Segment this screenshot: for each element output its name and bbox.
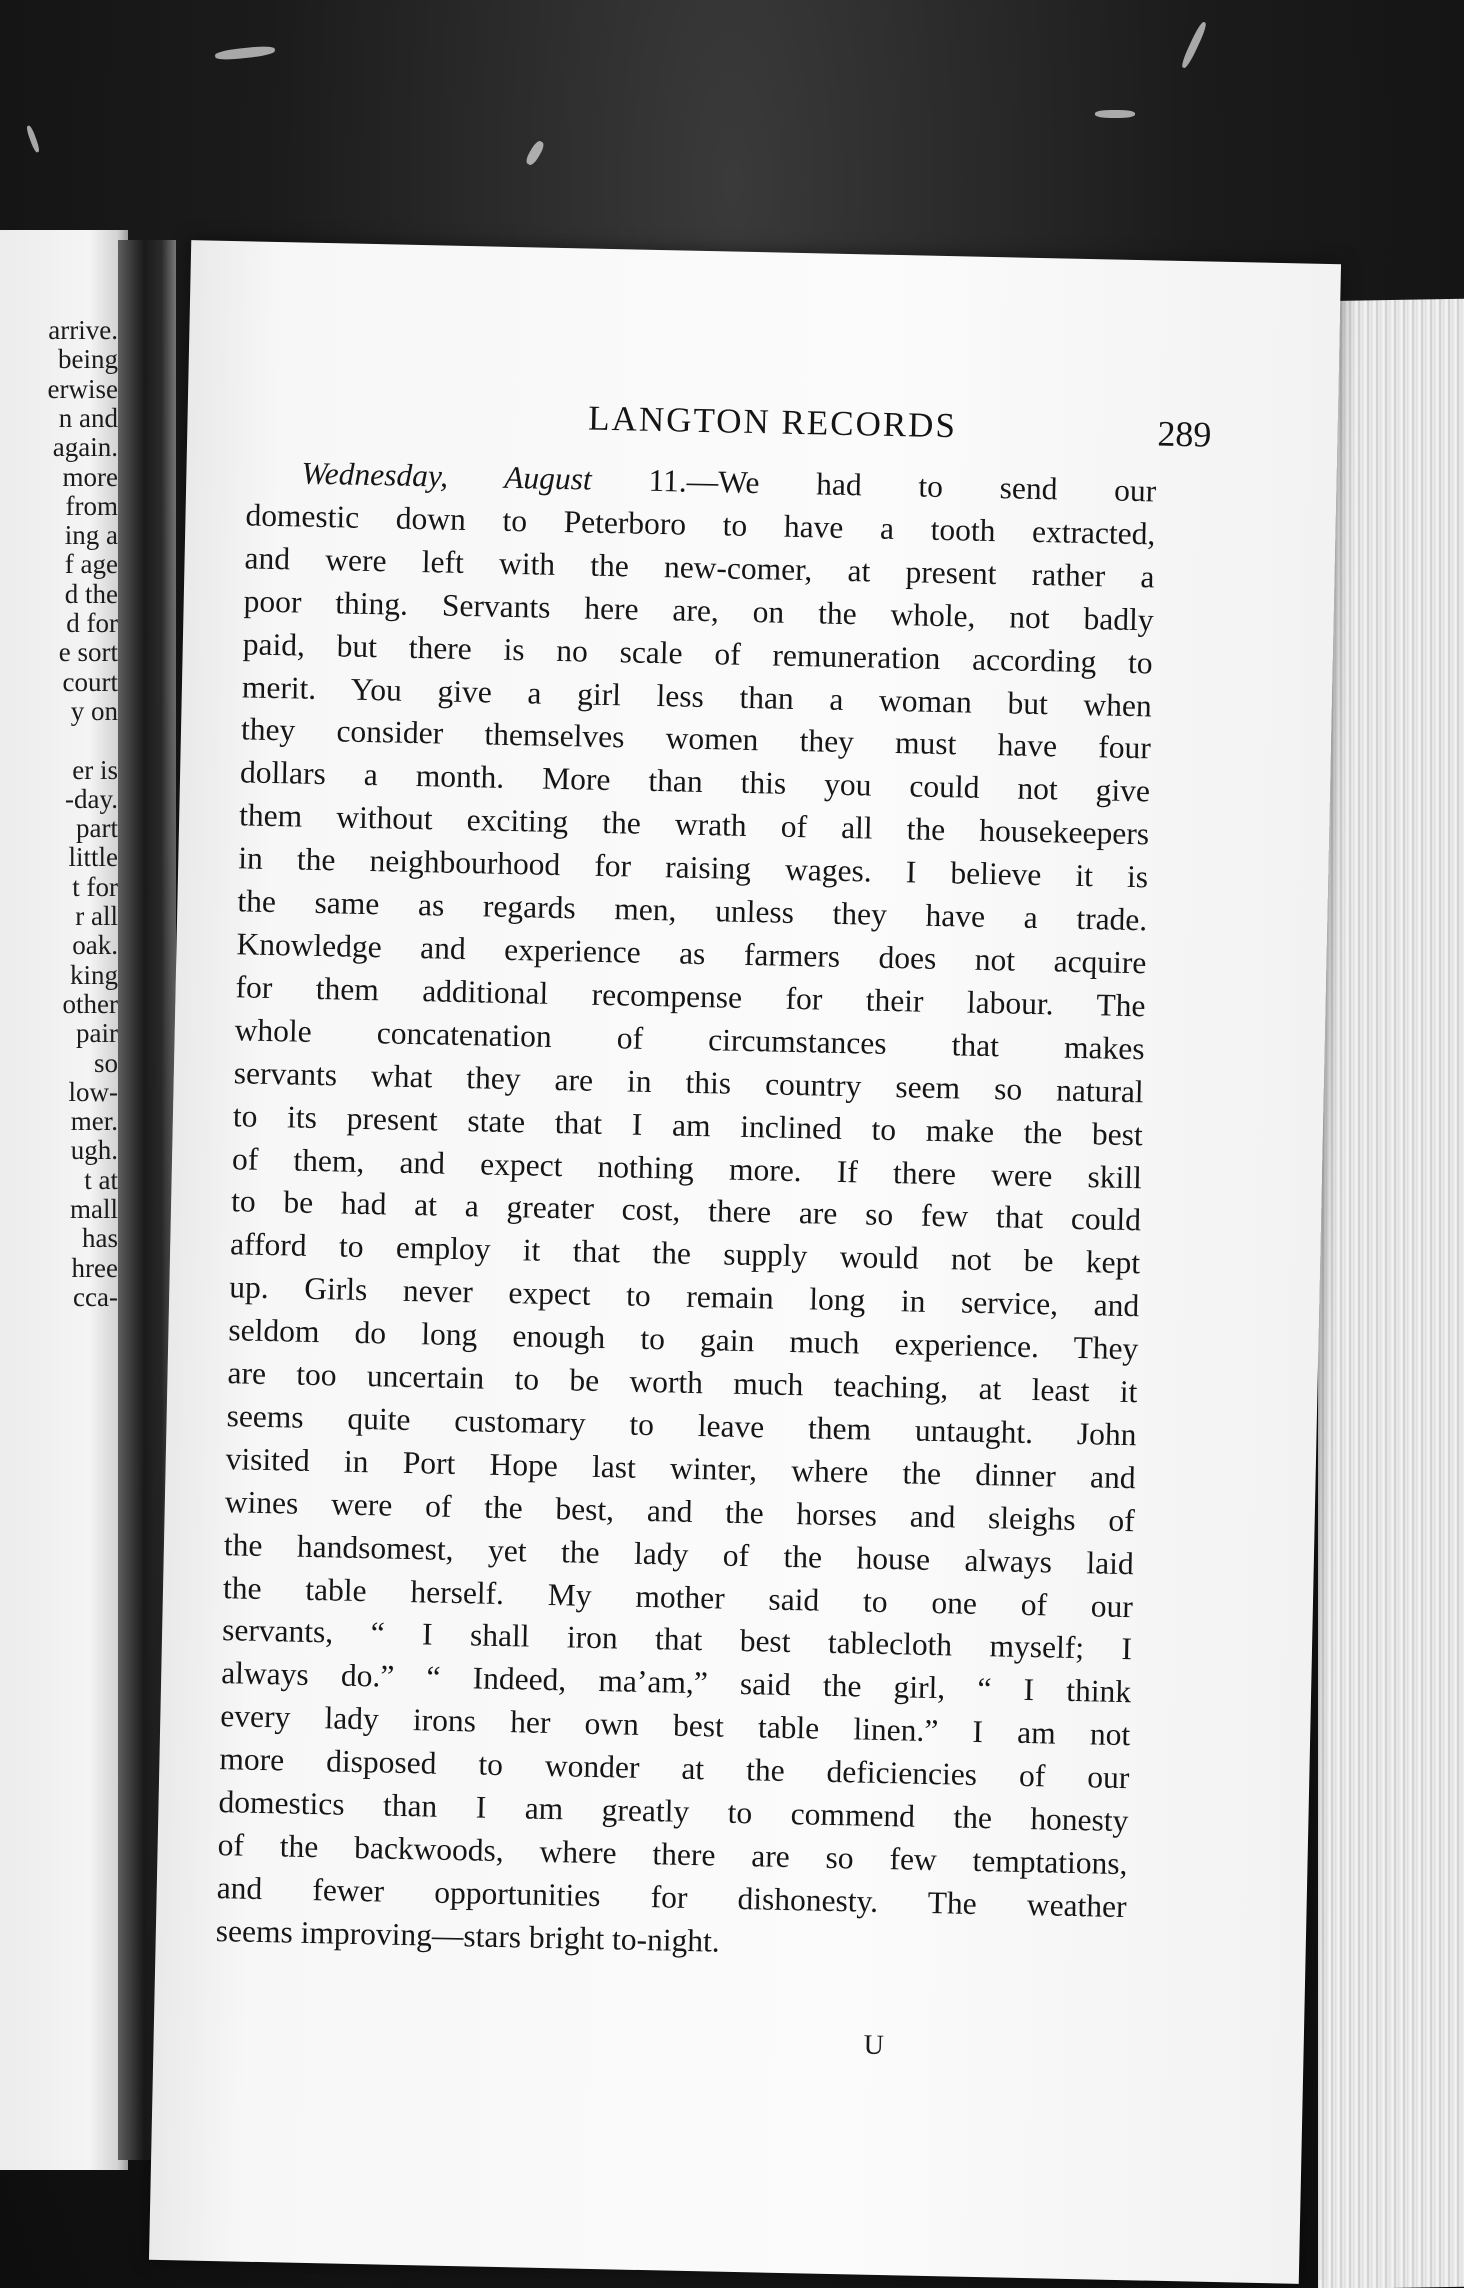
left-page-line-fragment: t at [84, 1164, 118, 1195]
left-page-line-fragment: erwise [47, 373, 118, 404]
text-line: to be had at a greater cost, there are so few that could [230, 1183, 1142, 1238]
left-page-line-fragment: d for [66, 608, 118, 638]
left-page-line-fragment: d the [64, 578, 118, 609]
text-line: the table herself. My mother said to one of our [222, 1569, 1134, 1624]
text-line: afford to employ it that the supply would not be kept [229, 1226, 1141, 1281]
left-page-line-fragment: being [58, 344, 118, 375]
text-line: for them additional recompense for their labour. The [235, 969, 1146, 1024]
left-page-line-fragment: mall [70, 1194, 118, 1224]
left-facing-page [0, 230, 128, 2170]
book-page [149, 240, 1341, 2284]
text-line: servants what they are in this country seem so natural [233, 1054, 1145, 1109]
left-page-line-fragment: pair [76, 1018, 118, 1049]
text-line: Knowledge and experience as farmers does not acquire [236, 926, 1147, 981]
left-page-line-fragment: er is [72, 754, 118, 785]
left-page-line-fragment: f age [64, 549, 118, 580]
text-line: the same as regards men, unless they have a trade. [237, 883, 1148, 938]
text-line-content: 11.—We had to send our [648, 462, 1157, 509]
text-line: and fewer opportunities for dishonesty. The weather [216, 1869, 1127, 1925]
left-page-line-fragment: hree [71, 1252, 118, 1283]
page-edge-stack [1318, 299, 1464, 2288]
left-page-line-fragment: other [62, 988, 118, 1019]
signature-mark: U [863, 2029, 885, 2062]
left-page-line-fragment: cca- [73, 1281, 118, 1312]
left-page-line-fragment: arrive. [48, 315, 118, 345]
text-line: seems improving—stars bright to-night. [215, 1912, 721, 1959]
text-line: dollars a month. More than this you could not give [239, 754, 1151, 809]
left-page-line-fragment: mer. [70, 1106, 118, 1137]
text-line: servants, “ I shall iron that best tablecloth myself; I [221, 1612, 1133, 1667]
text-line: and were left with the new-comer, at present rather a [244, 540, 1155, 595]
text-line: up. Girls never expect to remain long in service, and [228, 1269, 1140, 1324]
text-line: more disposed to wonder at the deficiencies of our [219, 1741, 1130, 1796]
text-line: visited in Port Hope last winter, where the dinner and [225, 1441, 1136, 1496]
text-line: are too uncertain to be worth much teaching, at least it [227, 1355, 1138, 1410]
body-text [215, 451, 1156, 1971]
text-line: merit. You give a girl less than a woman but when [241, 668, 1153, 723]
text-line: of the backwoods, where there are so few temptations, [217, 1827, 1128, 1882]
text-line: every lady irons her own best table linen.” I am not [220, 1698, 1131, 1753]
page-number: 289 [1157, 413, 1212, 455]
left-page-line-fragment: ugh. [70, 1135, 118, 1166]
text-line: seldom do long enough to gain much experience. They [228, 1312, 1139, 1367]
dust-speck [215, 45, 276, 61]
text-line: paid, but there is no scale of remuneration according to [242, 625, 1154, 681]
left-page-line-fragment: oak. [72, 930, 118, 961]
entry-date: Wednesday, August [301, 455, 593, 497]
left-page-line-fragment: e sort [58, 637, 118, 668]
left-page-line-fragment: court [62, 666, 118, 697]
left-page-line-fragment: -day. [65, 783, 118, 814]
left-page-line-fragment: little [68, 842, 118, 873]
text-line: whole concatenation of circumstances that makes [234, 1012, 1145, 1067]
text-line: domestics than I am greatly to commend the honesty [218, 1784, 1129, 1839]
text-line: always do.” “ Indeed, ma’am,” said the girl, “ I think [220, 1655, 1132, 1710]
text-line: wines were of the best, and the horses and sleighs of [224, 1483, 1136, 1538]
left-page-line-fragment: t for [72, 871, 118, 902]
running-head: LANGTON RECORDS [587, 398, 958, 446]
left-page-line-fragment: king [69, 959, 118, 990]
left-page-line-fragment: has [82, 1223, 118, 1254]
text-line: to its present state that I am inclined to make the best [232, 1097, 1144, 1152]
left-page-line-fragment: more [62, 461, 118, 492]
left-page-line-fragment: from [65, 490, 118, 521]
dust-speck [25, 125, 40, 153]
text-line: they consider themselves women they must have four [240, 711, 1152, 766]
left-page-line-fragment: n and [58, 402, 118, 433]
text-line: seems quite customary to leave them untaught. John [226, 1398, 1137, 1453]
text-line: them without exciting the wrath of all the housekeepers [238, 797, 1150, 852]
left-page-line-fragment: so [93, 1047, 118, 1078]
text-line: in the neighbourhood for raising wages. I believe it is [237, 840, 1149, 895]
left-page-line-fragment: again. [52, 432, 118, 463]
left-page-line-fragment: ing a [64, 520, 118, 551]
text-line: the handsomest, yet the lady of the house always laid [223, 1526, 1135, 1581]
left-page-line-fragment: part [76, 813, 118, 844]
left-page-line-fragment: y on [70, 695, 118, 726]
dust-speck [1095, 110, 1135, 118]
left-page-line-fragment: r all [75, 901, 118, 931]
text-line: poor thing. Servants here are, on the whole, not badly [243, 583, 1154, 638]
dust-speck [1180, 21, 1208, 70]
text-line: of them, and expect nothing more. If there were skill [231, 1140, 1143, 1195]
dust-speck [524, 139, 546, 167]
text-line: domestic down to Peterboro to have a tooth extracted, [245, 497, 1156, 552]
left-page-line-fragment: low- [68, 1076, 118, 1107]
